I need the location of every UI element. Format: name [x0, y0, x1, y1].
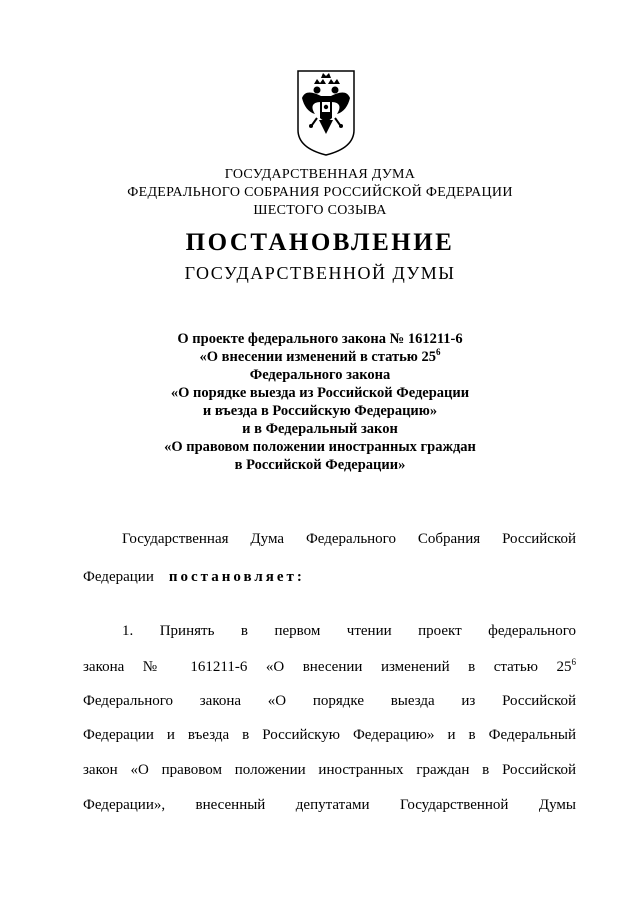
- paragraph-1-line-4: Федерации и въезда в Российскую Федерацию» и в Федеральный: [83, 727, 576, 743]
- resolution-verb: постановляет:: [168, 569, 305, 585]
- subject-line-2-text: «О внесении изменений в статью 25: [199, 349, 437, 365]
- paragraph-1-line-1: 1. Принять в первом чтении проект федерального: [122, 623, 576, 639]
- paragraph-1-line-3: Федерального закона «О порядке выезда из Российской: [83, 693, 576, 709]
- paragraph-1-line-5: закон «О правовом положении иностранных граждан в Российской: [83, 762, 576, 778]
- paragraph-article-superscript: 6: [571, 657, 576, 667]
- document-type: ПОСТАНОВЛЕНИЕ: [185, 229, 455, 256]
- subject-line-2: [0, 348, 640, 366]
- subject-line-4: «О порядке выезда из Российской Федерации: [170, 385, 470, 401]
- subject-line-8: в Российской Федерации»: [234, 457, 406, 473]
- intro-line-2-prefix: Федерации: [83, 569, 154, 585]
- subject-line-1: О проекте федерального закона № 161211-6: [177, 331, 463, 347]
- org-line-2: ФЕДЕРАЛЬНОГО СОБРАНИЯ РОССИЙСКОЙ ФЕДЕРАЦИИ: [127, 185, 513, 200]
- subject-line-7: «О правовом положении иностранных граждан: [164, 439, 476, 455]
- org-line-1: ГОСУДАРСТВЕННАЯ ДУМА: [224, 167, 416, 182]
- state-emblem-icon: [295, 68, 357, 158]
- subject-line-6: и в Федеральный закон: [242, 421, 398, 437]
- subject-line-5: и въезда в Российскую Федерацию»: [202, 403, 438, 419]
- paragraph-1-line-2-text: закона № 161211-6 «О внесении изменений в статью 25: [83, 659, 572, 675]
- document-type-subtitle: ГОСУДАРСТВЕННОЙ ДУМЫ: [184, 263, 456, 283]
- intro-line-1: Государственная Дума Федерального Собрания Российской: [122, 531, 576, 547]
- org-line-3: ШЕСТОГО СОЗЫВА: [253, 203, 387, 218]
- article-superscript: 6: [436, 347, 441, 358]
- paragraph-1-line-2: [83, 658, 576, 676]
- subject-line-3: Федерального закона: [249, 367, 391, 383]
- paragraph-1-line-6: Федерации», внесенный депутатами Государственной Думы: [83, 797, 576, 813]
- intro-line-2: [83, 568, 576, 586]
